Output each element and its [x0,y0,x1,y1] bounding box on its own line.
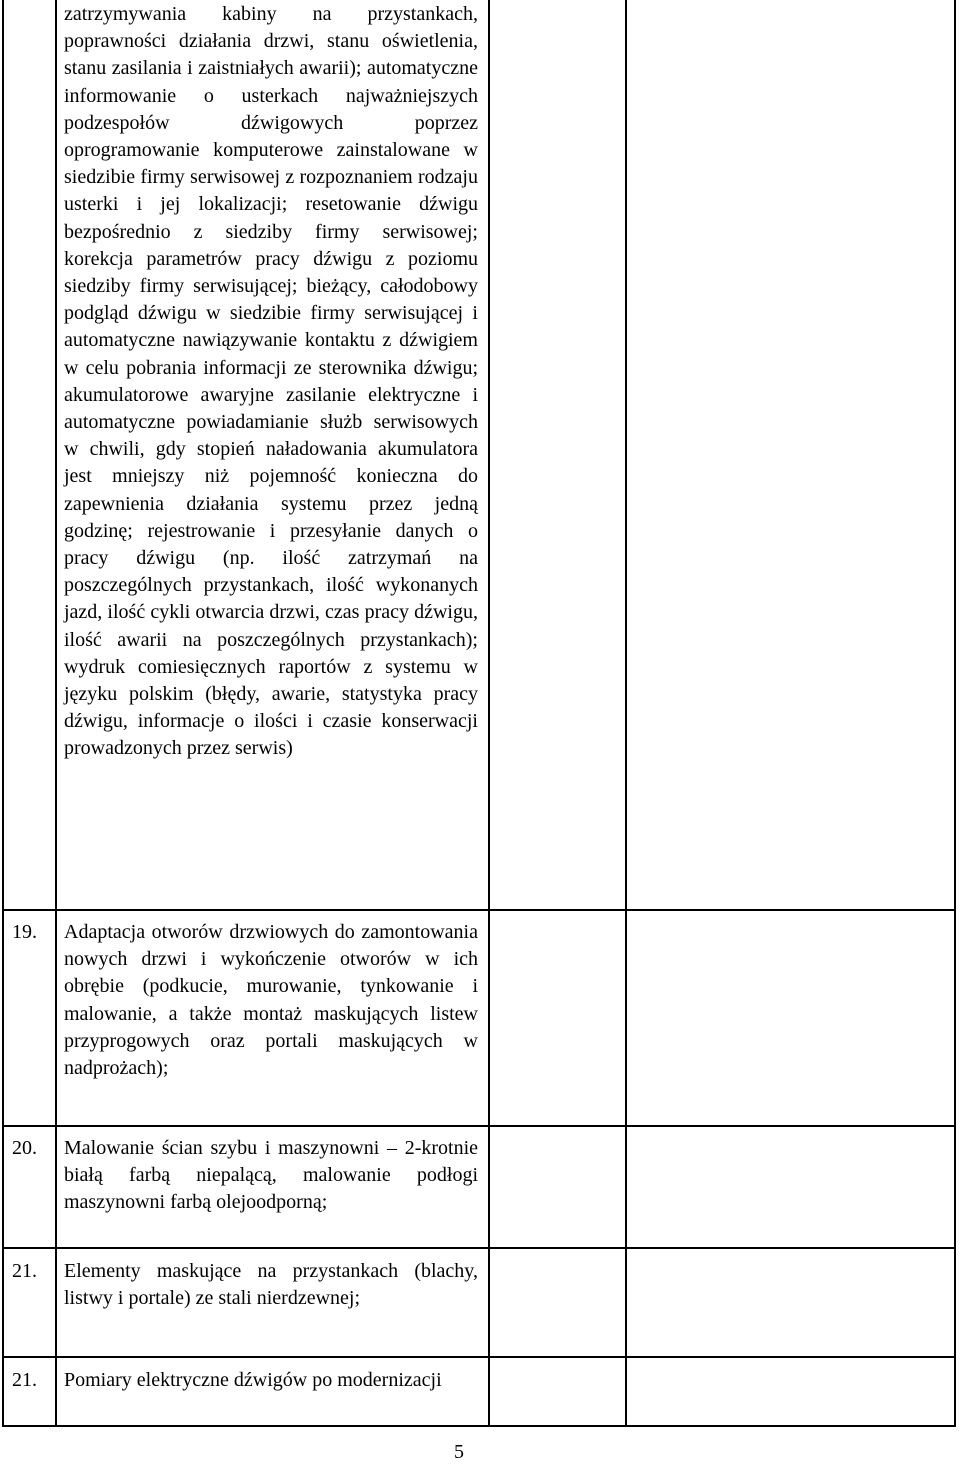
row-number: 19. [12,921,37,943]
column-divider-number [55,0,57,1425]
row-description: Elementy maskujące na przystankach (blachy, listwy i portale) ze stali nierdzewnej; [64,1260,478,1310]
page-number: 5 [454,1441,464,1463]
row-divider [4,1125,954,1127]
row-divider [4,1247,954,1249]
row-number: 21. [12,1369,37,1391]
row-divider [4,1356,954,1358]
row-description: Malowanie ścian szybu i maszynowni – 2-krotnie białą farbą niepalącą, malowanie podłogi maszynowni farbą olejoodporną; [64,1137,478,1214]
row-description: Pomiary elektryczne dźwigów po modernizacji [64,1369,442,1391]
row-number: 20. [12,1137,37,1159]
row-description: Adaptacja otworów drzwiowych do zamontowania nowych drzwi i wykończenie otworów w ich obrębie (podkucie, murowanie, tynkowanie i malowanie, a także montaż maskujących listew przyprogowych oraz portali maskujących w nadprożach); [64,921,478,1080]
row-number: 21. [12,1260,37,1282]
row-divider [4,909,954,911]
scope-table [2,0,956,1427]
column-divider-middle [488,0,490,1425]
row-description: zatrzymywania kabiny na przystankach, poprawności działania drzwi, stanu oświetlenia, stanu zasilania i zaistniałych awarii); automatyczne informowanie o usterkach najważniejszych podzespołów dźwigowych poprzez oprogramowanie komputerowe zainstalowane w siedzibie firmy serwisowej z rozpoznaniem rodzaju usterki i jej lokalizacji; resetowanie dźwigu bezpośrednio z siedziby firmy serwisowej; korekcja parametrów pracy dźwigu z poziomu siedziby firmy serwisującej; bieżący, całodobowy podgląd dźwigu w siedzibie firmy serwisującej i automatyczne nawiązywanie kontaktu z dźwigiem w celu pobrania informacji ze sterownika dźwigu; akumulatorowe awaryjne zasilanie elektryczne i automatyczne powiadamianie służb serwisowych w chwili, gdy stopień naładowania akumulatora jest mniejszy niż pojemność konieczna do zapewnienia działania systemu przez jedną godzinę; rejestrowanie i przesyłanie danych o pracy dźwigu (np. ilość zatrzymań na poszczególnych przystankach, ilość wykonanych jazd, ilość cykli otwarcia drzwi, czas pracy dźwigu, ilość awarii na poszczególnych przystankach); wydruk comiesięcznych raportów z systemu w języku polskim (błędy, awarie, statystyka pracy dźwigu, informacje o ilości i czasie konserwacji prowadzonych przez serwis) [64,3,478,760]
column-divider-right [625,0,627,1425]
